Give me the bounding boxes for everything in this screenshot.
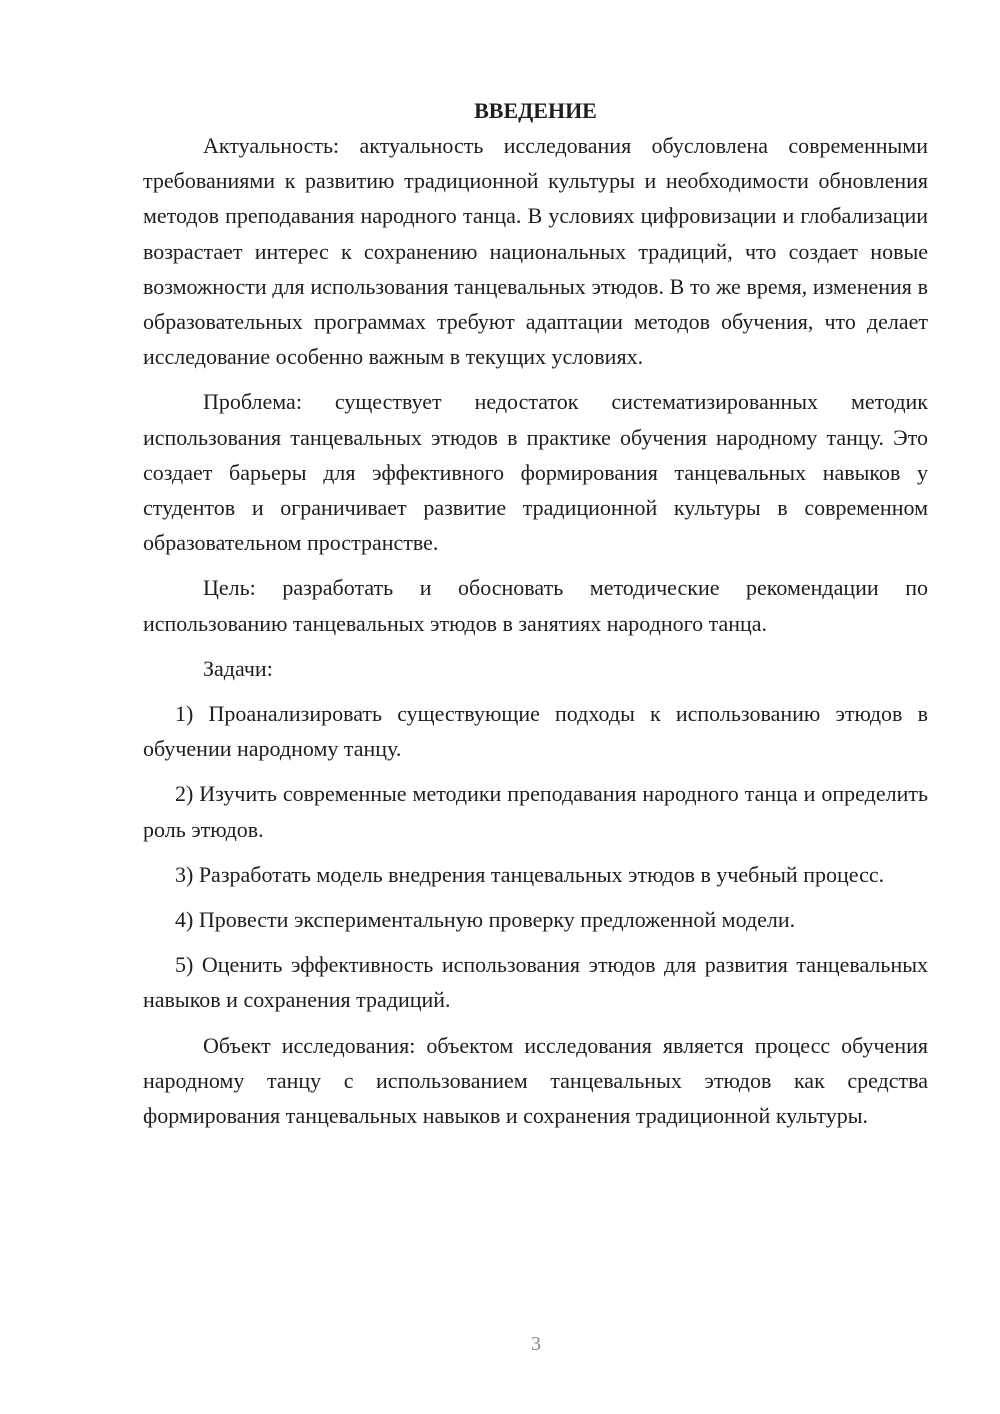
paragraph-goal: Цель: разработать и обосновать методические рекомендации по использованию танцевальных этюдов в занятиях народного танца. [143,575,928,636]
task-item-2: 2) Изучить современные методики преподавания народного танца и определить роль этюдов. [143,781,928,842]
tasks-label: Задачи: [203,655,273,681]
paragraph-object: Объект исследования: объектом исследования является процесс обучения народному танцу с использованием танцевальных этюдов как средства формирования танцевальных навыков и сохранения традиционной культуры. [143,1032,928,1129]
section-title: ВВЕДЕНИЕ [474,98,597,123]
paragraph-relevance: Актуальность: актуальность исследования обусловлена современными требованиями к развитию традиционной культуры и необходимости обновления методов преподавания народного танца. В условиях цифровизации и глобализации возрастает интерес к сохранению национальных традиций, что создает новые возможности для использования танцевальных этюдов. В то же время, изменения в образовательных программах требуют адаптации методов обучения, что делает исследование особенно важным в текущих условиях. [143,133,928,370]
page-number: 3 [531,1333,541,1355]
task-item-1: 1) Проанализировать существующие подходы к использованию этюдов в обучении народному танцу. [143,701,928,762]
task-item-4: 4) Провести экспериментальную проверку предложенной модели. [175,907,796,933]
task-item-3: 3) Разработать модель внедрения танцевальных этюдов в учебный процесс. [175,861,885,887]
document-body [143,93,928,1133]
task-item-5: 5) Оценить эффективность использования этюдов для развития танцевальных навыков и сохранения традиций. [143,952,928,1013]
paragraph-problem: Проблема: существует недостаток систематизированных методик использования танцевальных этюдов в практике обучения народному танцу. Это создает барьеры для эффективного формирования танцевальных навыков у студентов и ограничивает развитие традиционной культуры в современном образовательном пространстве. [143,389,928,556]
